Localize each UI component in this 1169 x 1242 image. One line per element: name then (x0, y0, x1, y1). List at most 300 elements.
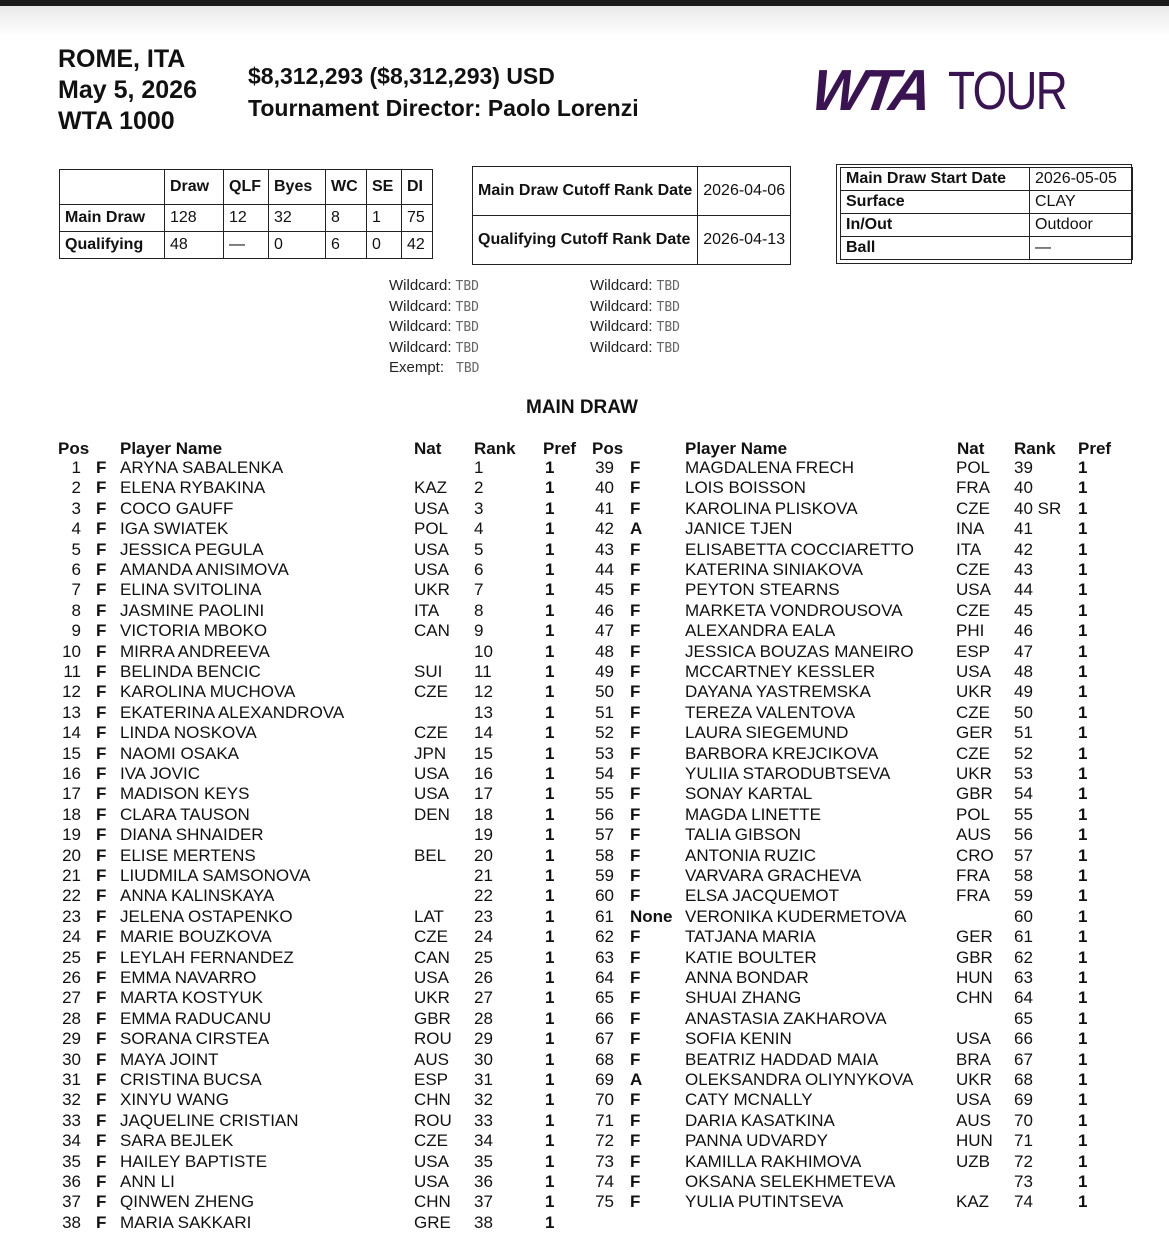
entry-status: F (96, 825, 107, 845)
entry-status: F (96, 1110, 107, 1130)
player-nat: UKR (956, 764, 992, 783)
entry-status: F (630, 1131, 641, 1151)
draw-row (0, 621, 1169, 641)
player-nat: BRA (956, 1049, 991, 1069)
draw-row (0, 1009, 1169, 1029)
player-rank: 50 (1014, 702, 1033, 722)
player-name: KATIE BOULTER (685, 947, 817, 967)
entry-status: F (630, 1151, 641, 1171)
player-rank: 43 (1014, 560, 1033, 579)
player-name: OLEKSANDRA OLIYNYKOVA (685, 1070, 914, 1089)
player-rank: 36 (474, 1172, 493, 1191)
player-nat: USA (414, 784, 449, 804)
player-name: ANNA KALINSKAYA (120, 886, 275, 906)
player-pref: 1 (1078, 621, 1088, 641)
player-position: 41 (595, 498, 614, 518)
player-rank: 58 (1014, 866, 1033, 885)
header-pos-left: Pos (58, 439, 90, 458)
draw-row (0, 601, 1169, 621)
player-position: 17 (62, 784, 81, 804)
draw-row (0, 1029, 1169, 1049)
draw-row (0, 1192, 1169, 1212)
player-pref: 1 (545, 560, 555, 579)
player-pref: 1 (1078, 988, 1088, 1008)
player-pref: 1 (545, 702, 555, 722)
entry-status: F (96, 539, 107, 559)
player-name: JESSICA PEGULA (120, 539, 264, 559)
player-nat: ITA (414, 600, 440, 620)
player-position: 23 (62, 906, 81, 926)
qualifying-row: Qualifying 48 — 0 6 0 42 (60, 232, 433, 259)
player-rank: 28 (474, 1008, 493, 1028)
player-pref: 1 (1078, 804, 1088, 824)
player-pref: 1 (545, 600, 555, 620)
draw-row (0, 499, 1169, 519)
player-rank: 38 (474, 1212, 493, 1232)
player-position: 40 (595, 478, 614, 498)
player-name: VERONIKA KUDERMETOVA (685, 906, 907, 926)
player-position: 62 (595, 927, 614, 947)
player-name: MARIE BOUZKOVA (120, 927, 272, 947)
player-position: 10 (62, 641, 81, 661)
player-nat: PHI (956, 621, 985, 641)
surface-value: CLAY (1030, 191, 1133, 214)
player-rank: 8 (474, 600, 484, 620)
player-position: 36 (62, 1172, 81, 1191)
player-nat: GRE (414, 1212, 451, 1232)
player-nat: ESP (414, 1070, 449, 1089)
start-date-label: Main Draw Start Date (841, 168, 1030, 191)
player-pref: 1 (1078, 498, 1088, 518)
player-nat: KAZ (956, 1192, 990, 1212)
player-name: VARVARA GRACHEVA (685, 866, 862, 885)
player-name: ANTONIA RUZIC (685, 845, 816, 865)
player-rank: 35 (474, 1151, 493, 1171)
player-position: 2 (71, 478, 81, 498)
entry-status: F (96, 1212, 107, 1232)
draw-row (0, 948, 1169, 968)
wildcard-entry: Wildcard: TBD (389, 318, 479, 336)
player-rank: 16 (474, 764, 493, 783)
player-name: PEYTON STEARNS (685, 580, 840, 600)
exempt-entry: Exempt: TBD (389, 359, 480, 377)
player-name: CATY MCNALLY (685, 1090, 813, 1110)
player-position: 16 (62, 764, 81, 783)
entry-status: F (630, 600, 641, 620)
player-name: BARBORA KREJCIKOVA (685, 743, 879, 763)
draw-row (0, 478, 1169, 498)
draw-row (0, 723, 1169, 743)
player-name: SONAY KARTAL (685, 784, 813, 804)
draw-row (0, 784, 1169, 804)
player-nat: AUS (414, 1049, 449, 1069)
player-position: 26 (62, 968, 81, 987)
player-nat: LAT (414, 906, 444, 926)
player-pref: 1 (545, 845, 555, 865)
entry-status: None (630, 906, 673, 926)
header-pref-left: Pref (543, 439, 577, 458)
player-rank: 4 (474, 519, 484, 539)
entry-status: A (630, 1070, 643, 1089)
player-name: CLARA TAUSON (120, 804, 250, 824)
player-rank: 25 (474, 947, 493, 967)
draw-row (0, 1090, 1169, 1110)
player-nat: USA (956, 662, 991, 681)
player-name: JELENA OSTAPENKO (120, 906, 293, 926)
player-nat: GER (956, 723, 993, 743)
player-nat: CZE (956, 702, 990, 722)
tournament-date: May 5, 2026 (58, 76, 197, 104)
player-position: 73 (595, 1151, 614, 1171)
player-position: 42 (595, 519, 614, 539)
player-position: 70 (595, 1090, 614, 1110)
player-rank: 70 (1014, 1110, 1033, 1130)
player-name: JAQUELINE CRISTIAN (120, 1110, 299, 1130)
entry-status: F (630, 866, 641, 885)
player-pref: 1 (545, 662, 555, 681)
player-rank: 72 (1014, 1151, 1033, 1171)
player-nat: FRA (956, 866, 990, 885)
player-rank: 34 (474, 1131, 493, 1151)
draw-row (0, 519, 1169, 539)
player-name: KAMILLA RAKHIMOVA (685, 1151, 862, 1171)
player-name: ELSA JACQUEMOT (685, 886, 839, 906)
player-rank: 39 (1014, 458, 1033, 477)
player-position: 11 (63, 662, 81, 681)
player-nat: KAZ (414, 478, 448, 498)
tournament-tier: WTA 1000 (58, 107, 175, 135)
player-name: ANN LI (120, 1172, 175, 1191)
player-position: 48 (595, 641, 614, 661)
entry-status: F (630, 498, 641, 518)
draw-row (0, 703, 1169, 723)
header-name-right: Player Name (685, 439, 788, 458)
entry-status: F (630, 886, 641, 906)
player-rank: 31 (474, 1070, 493, 1089)
player-pref: 1 (1078, 1172, 1088, 1191)
player-pref: 1 (545, 1151, 555, 1171)
player-rank: 48 (1014, 662, 1033, 681)
entry-status: F (630, 784, 641, 804)
player-rank: 14 (474, 723, 493, 743)
player-nat: HUN (956, 968, 993, 987)
player-pref: 1 (1078, 764, 1088, 783)
main-cutoff-label: Main Draw Cutoff Rank Date (473, 167, 698, 216)
draw-row (0, 580, 1169, 600)
player-pref: 1 (1078, 682, 1088, 702)
entry-status: F (96, 906, 107, 926)
player-pref: 1 (545, 1049, 555, 1069)
entry-status: F (630, 927, 641, 947)
player-pref: 1 (1078, 1029, 1088, 1049)
player-nat: USA (414, 560, 449, 579)
player-position: 46 (595, 600, 614, 620)
player-nat: UKR (956, 1070, 992, 1089)
player-name: LEYLAH FERNANDEZ (120, 947, 294, 967)
player-name: ARYNA SABALENKA (120, 458, 284, 477)
player-nat: BEL (414, 845, 447, 865)
player-nat: UKR (414, 580, 450, 600)
info-table (840, 167, 1133, 260)
entry-status: F (96, 1172, 107, 1191)
player-pref: 1 (545, 723, 555, 743)
player-pref: 1 (545, 682, 555, 702)
player-rank: 20 (474, 845, 493, 865)
entry-status: F (96, 743, 107, 763)
player-pref: 1 (545, 804, 555, 824)
player-position: 34 (62, 1131, 81, 1151)
player-position: 74 (595, 1172, 614, 1191)
player-pref: 1 (1078, 600, 1088, 620)
player-position: 27 (62, 988, 81, 1008)
entry-status: F (630, 845, 641, 865)
player-rank: 60 (1014, 906, 1033, 926)
player-nat: GER (956, 927, 993, 947)
player-position: 67 (595, 1029, 614, 1049)
player-nat: UKR (956, 682, 992, 702)
player-pref: 1 (545, 968, 555, 987)
player-rank: 21 (474, 866, 493, 885)
player-rank: 12 (474, 682, 493, 702)
player-position: 53 (595, 743, 614, 763)
player-pref: 1 (1078, 1110, 1088, 1130)
player-nat: ITA (956, 539, 982, 559)
draw-row (0, 1111, 1169, 1131)
draw-row (0, 1152, 1169, 1172)
entry-status: F (630, 458, 641, 477)
entry-status: F (630, 580, 641, 600)
entry-status: F (96, 845, 107, 865)
player-position: 21 (62, 866, 81, 885)
entry-status: A (630, 519, 643, 539)
player-rank: 26 (474, 968, 493, 987)
player-name: MAYA JOINT (120, 1049, 219, 1069)
wildcard-entry: Wildcard: TBD (590, 297, 680, 315)
player-pref: 1 (545, 458, 555, 477)
player-rank: 74 (1014, 1192, 1033, 1212)
player-pref: 1 (545, 866, 555, 885)
player-name: LOIS BOISSON (685, 478, 806, 498)
player-pref: 1 (1078, 478, 1088, 498)
player-position: 51 (595, 702, 614, 722)
player-nat: ESP (956, 641, 991, 661)
player-pref: 1 (1078, 662, 1088, 681)
player-name: TATJANA MARIA (685, 927, 816, 947)
player-name: MIRRA ANDREEVA (120, 641, 270, 661)
top-shade (0, 6, 1169, 36)
player-pref: 1 (545, 743, 555, 763)
entry-status: F (96, 621, 107, 641)
player-nat: CRO (956, 845, 994, 865)
player-name: AMANDA ANISIMOVA (120, 560, 289, 579)
player-nat: CZE (414, 682, 448, 702)
player-rank: 66 (1014, 1029, 1033, 1049)
header-rank-right: Rank (1014, 439, 1056, 458)
prize-money: $8,312,293 ($8,312,293) USD (248, 63, 555, 89)
player-nat: USA (956, 580, 991, 600)
header-rank-left: Rank (474, 439, 516, 458)
entry-status: F (96, 1090, 107, 1110)
player-name: LAURA SIEGEMUND (685, 723, 849, 743)
draw-row (0, 1213, 1169, 1233)
entry-status: F (630, 1049, 641, 1069)
player-rank: 53 (1014, 764, 1033, 783)
col-byes: Byes (269, 170, 326, 205)
player-rank: 71 (1014, 1131, 1033, 1151)
player-rank: 3 (474, 498, 484, 518)
entry-status: F (96, 988, 107, 1008)
player-rank: 32 (474, 1090, 493, 1110)
player-rank: 24 (474, 927, 493, 947)
entry-status: F (96, 764, 107, 783)
player-nat: INA (956, 519, 985, 539)
player-pref: 1 (1078, 723, 1088, 743)
player-pref: 1 (1078, 1192, 1088, 1212)
player-position: 30 (62, 1049, 81, 1069)
player-name: SOFIA KENIN (685, 1029, 792, 1049)
player-position: 12 (62, 682, 81, 702)
player-position: 38 (62, 1212, 81, 1232)
player-position: 45 (595, 580, 614, 600)
entry-status: F (96, 1151, 107, 1171)
player-name: ANASTASIA ZAKHAROVA (685, 1008, 887, 1028)
player-rank: 59 (1014, 886, 1033, 906)
entry-status: F (96, 947, 107, 967)
entry-status: F (630, 682, 641, 702)
player-pref: 1 (1078, 1049, 1088, 1069)
player-nat: CZE (956, 743, 990, 763)
player-position: 72 (595, 1131, 614, 1151)
player-pref: 1 (1078, 641, 1088, 661)
player-nat: USA (956, 1029, 991, 1049)
player-nat: CZE (956, 498, 990, 518)
player-rank: 41 (1014, 519, 1033, 539)
inout-label: In/Out (841, 214, 1030, 237)
player-nat: AUS (956, 825, 991, 845)
player-name: MARIA SAKKARI (120, 1212, 252, 1232)
player-pref: 1 (1078, 845, 1088, 865)
entry-status: F (96, 927, 107, 947)
entry-status: F (96, 478, 107, 498)
player-rank: 13 (474, 702, 493, 722)
main-cutoff-date: 2026-04-06 (698, 167, 791, 216)
player-position: 6 (71, 560, 81, 579)
player-pref: 1 (545, 1090, 555, 1110)
entry-status: F (96, 641, 107, 661)
player-position: 25 (62, 947, 81, 967)
surface-label: Surface (841, 191, 1030, 214)
player-position: 4 (71, 519, 81, 539)
player-rank: 27 (474, 988, 493, 1008)
entry-status: F (630, 1008, 641, 1028)
player-position: 37 (62, 1192, 81, 1212)
player-rank: 1 (474, 458, 484, 477)
player-name: TALIA GIBSON (685, 825, 801, 845)
player-name: PANNA UDVARDY (685, 1131, 828, 1151)
player-rank: 51 (1014, 723, 1033, 743)
entry-status: F (96, 498, 107, 518)
player-position: 47 (595, 621, 614, 641)
entry-status: F (630, 825, 641, 845)
player-pref: 1 (1078, 1090, 1088, 1110)
player-rank: 6 (474, 560, 484, 579)
player-name: EMMA RADUCANU (120, 1008, 272, 1028)
entry-status: F (96, 662, 107, 681)
entry-status: F (96, 600, 107, 620)
player-pref: 1 (1078, 458, 1088, 477)
player-nat: CHN (414, 1090, 451, 1110)
entry-status: F (630, 764, 641, 783)
player-name: DARIA KASATKINA (685, 1110, 835, 1130)
player-nat: CZE (414, 927, 448, 947)
player-pref: 1 (545, 947, 555, 967)
player-name: LINDA NOSKOVA (120, 723, 257, 743)
player-pref: 1 (1078, 1151, 1088, 1171)
player-position: 68 (595, 1049, 614, 1069)
player-rank: 23 (474, 906, 493, 926)
col-se: SE (367, 170, 402, 205)
player-position: 3 (71, 498, 81, 518)
player-name: IGA SWIATEK (120, 519, 229, 539)
entry-status: F (630, 947, 641, 967)
player-name: SHUAI ZHANG (685, 988, 802, 1008)
draw-row (0, 968, 1169, 988)
entry-status: F (96, 682, 107, 702)
player-name: ANNA BONDAR (685, 968, 809, 987)
player-rank: 9 (474, 621, 484, 641)
player-nat: USA (414, 764, 449, 783)
player-nat: USA (956, 1090, 991, 1110)
player-nat: SUI (414, 662, 443, 681)
entry-status: F (96, 458, 107, 477)
player-position: 5 (71, 539, 81, 559)
player-name: MARKETA VONDROUSOVA (685, 600, 903, 620)
player-position: 14 (62, 723, 81, 743)
tournament-info (58, 44, 197, 137)
player-position: 1 (71, 458, 81, 477)
player-name: EMMA NAVARRO (120, 968, 257, 987)
wildcard-entry: Wildcard: TBD (389, 297, 479, 315)
entry-status: F (96, 1049, 107, 1069)
player-position: 71 (595, 1110, 614, 1130)
player-position: 22 (62, 886, 81, 906)
entry-status: F (96, 1008, 107, 1028)
player-position: 7 (71, 580, 81, 600)
player-name: ELISE MERTENS (120, 845, 256, 865)
player-rank: 65 (1014, 1008, 1033, 1028)
player-nat: UZB (956, 1151, 990, 1171)
player-pref: 1 (1078, 1131, 1088, 1151)
entry-status: F (630, 662, 641, 681)
player-rank: 69 (1014, 1090, 1033, 1110)
player-pref: 1 (545, 1192, 555, 1212)
entry-status: F (630, 1172, 641, 1191)
player-rank: 47 (1014, 641, 1033, 661)
start-date-value: 2026-05-05 (1030, 168, 1133, 191)
player-nat: CHN (956, 988, 993, 1008)
player-position: 75 (595, 1192, 614, 1212)
draw-row (0, 1131, 1169, 1151)
col-draw: Draw (165, 170, 224, 205)
player-pref: 1 (545, 784, 555, 804)
header-nat-left: Nat (414, 439, 442, 458)
player-rank: 5 (474, 539, 484, 559)
player-pref: 1 (545, 1212, 555, 1232)
entry-status: F (96, 723, 107, 743)
player-name: JASMINE PAOLINI (120, 600, 265, 620)
player-pref: 1 (1078, 968, 1088, 987)
player-name: NAOMI OSAKA (120, 743, 240, 763)
